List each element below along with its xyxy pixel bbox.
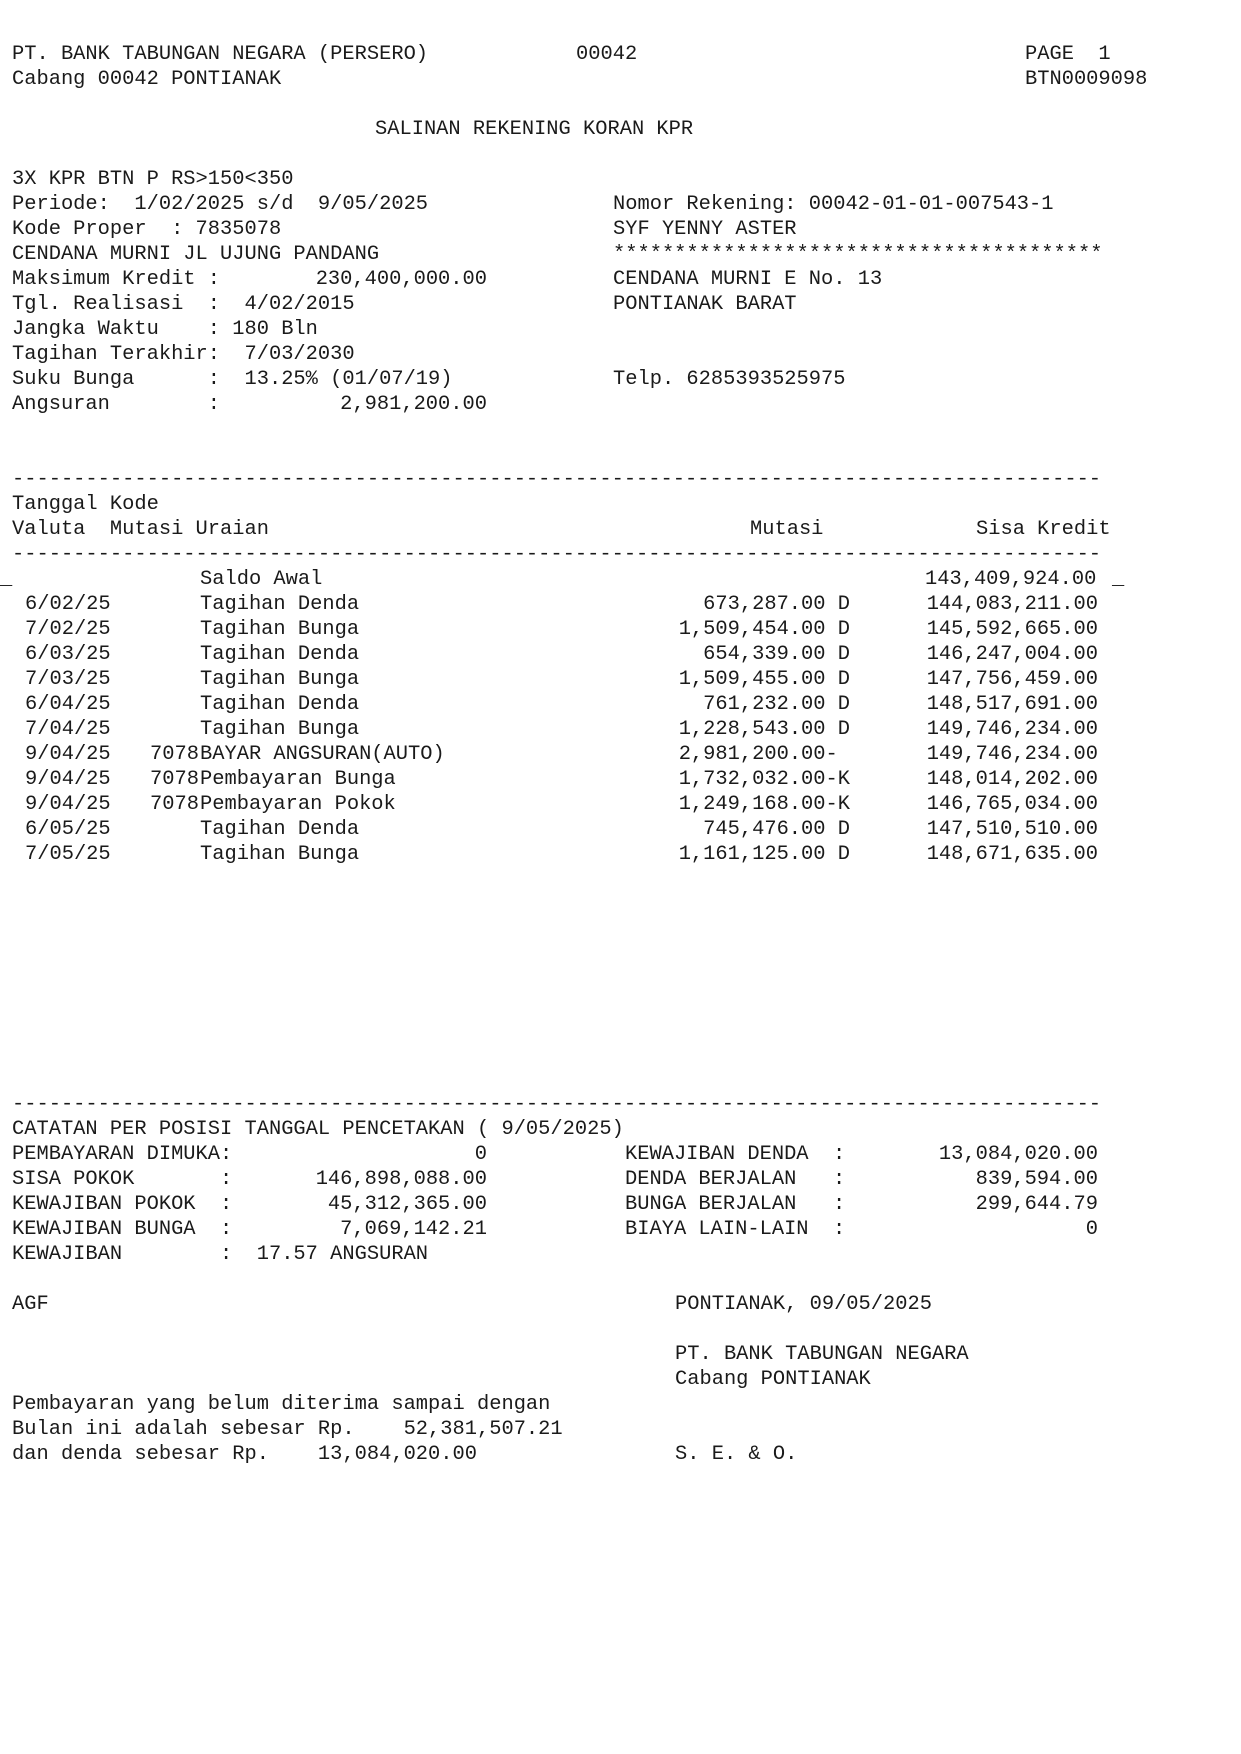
summary-value: 0 (1085, 1218, 1098, 1241)
tx-desc: Tagihan Denda (200, 693, 360, 716)
place-date: PONTIANAK, 09/05/2025 (675, 1293, 932, 1316)
summary-value: 45,312,365.00 (327, 1193, 487, 1216)
account-row (0, 167, 1241, 192)
tx-sisa: 146,765,034.00 (926, 793, 1098, 816)
branch-code: 00042 (576, 43, 638, 66)
tx-date: 6/02/25 (25, 593, 111, 616)
tx-mutasi: 1,509,454.00 D (678, 618, 850, 641)
tx-mutasi: 1,732,032.00-K (678, 768, 850, 791)
table-row (0, 717, 1241, 742)
periode: Periode: 1/02/2025 s/d 9/05/2025 (12, 193, 429, 216)
title-row (0, 117, 1241, 142)
footer-row (0, 1442, 1241, 1467)
tx-sisa: 145,592,665.00 (926, 618, 1098, 641)
kewajiban: KEWAJIBAN : 17.57 ANGSURAN (12, 1243, 429, 1266)
seo-note: S. E. & O. (675, 1443, 798, 1466)
tagihan-terakhir: Tagihan Terakhir: 7/03/2030 (12, 343, 355, 366)
tx-sisa: 146,247,004.00 (926, 643, 1098, 666)
customer-address-2: PONTIANAK BARAT (613, 293, 797, 316)
tx-date: 7/03/25 (25, 668, 111, 691)
tx-code: 7078 (150, 793, 199, 816)
tx-desc: Tagihan Denda (200, 643, 360, 666)
payment-note: dan denda sebesar Rp. 13,084,020.00 (12, 1443, 477, 1466)
summary-label: KEWAJIBAN BUNGA : (12, 1218, 233, 1241)
tx-sisa: 149,746,234.00 (926, 718, 1098, 741)
table-header-row (0, 517, 1241, 542)
summary-row (0, 1217, 1241, 1242)
tx-sisa: 147,756,459.00 (926, 668, 1098, 691)
summary-value: 839,594.00 (975, 1168, 1098, 1191)
tx-desc: Tagihan Denda (200, 593, 360, 616)
tx-mutasi: 654,339.00 D (703, 643, 850, 666)
footer-row (0, 1417, 1241, 1442)
opening-label: Saldo Awal (200, 568, 323, 591)
table-row (0, 842, 1241, 867)
catatan-heading: CATATAN PER POSISI TANGGAL PENCETAKAN ( 9/05/2025) (12, 1118, 624, 1141)
header-line-2 (0, 67, 1241, 92)
tx-mutasi: 673,287.00 D (703, 593, 850, 616)
page-number: PAGE 1 (1025, 43, 1111, 66)
telp: Telp. 6285393525975 (613, 368, 846, 391)
tx-date: 7/05/25 (25, 843, 111, 866)
tx-date: 6/04/25 (25, 693, 111, 716)
signer-branch: Cabang PONTIANAK (675, 1368, 871, 1391)
tx-date: 9/04/25 (25, 793, 111, 816)
tx-mutasi: 1,161,125.00 D (678, 843, 850, 866)
summary-row (0, 1142, 1241, 1167)
divider-line: ----------------------------------------------------------------------------------------- (12, 1093, 1102, 1116)
product-name: 3X KPR BTN P RS>150<350 (12, 168, 294, 191)
kode-proper: Kode Proper : 7835078 (12, 218, 282, 241)
account-row (0, 242, 1241, 267)
table-row (0, 767, 1241, 792)
tx-sisa: 148,014,202.00 (926, 768, 1098, 791)
summary-value: 146,898,088.00 (315, 1168, 487, 1191)
summary-row (0, 1117, 1241, 1142)
table-row (0, 792, 1241, 817)
tx-code: 7078 (150, 768, 199, 791)
summary-value: 13,084,020.00 (938, 1143, 1098, 1166)
document-code: BTN0009098 (1025, 68, 1148, 91)
maksimum-kredit-label: Maksimum Kredit : (12, 268, 221, 291)
account-row (0, 342, 1241, 367)
tx-sisa: 149,746,234.00 (926, 743, 1098, 766)
table-header-row (0, 492, 1241, 517)
column-header: Valuta Mutasi Uraian (12, 518, 269, 541)
stars-divider: **************************************** (613, 243, 1103, 266)
tx-desc: Tagihan Bunga (200, 618, 360, 641)
tx-mutasi: 745,476.00 D (703, 818, 850, 841)
summary-row (0, 1242, 1241, 1267)
tx-date: 7/02/25 (25, 618, 111, 641)
payment-note: Bulan ini adalah sebesar Rp. 52,381,507.21 (12, 1418, 563, 1441)
tx-desc: Pembayaran Bunga (200, 768, 396, 791)
footer-row (0, 1342, 1241, 1367)
account-row (0, 367, 1241, 392)
tx-mutasi: 761,232.00 D (703, 693, 850, 716)
divider (0, 1092, 1241, 1117)
tx-sisa: 144,083,211.00 (926, 593, 1098, 616)
tx-desc: Tagihan Bunga (200, 843, 360, 866)
suku-bunga: Suku Bunga : 13.25% (01/07/19) (12, 368, 453, 391)
table-row-opening (0, 567, 1241, 592)
summary-label: DENDA BERJALAN : (625, 1168, 846, 1191)
tx-date: 9/04/25 (25, 743, 111, 766)
tx-mutasi: 1,509,455.00 D (678, 668, 850, 691)
payment-note: Pembayaran yang belum diterima sampai dengan (12, 1393, 551, 1416)
account-row (0, 392, 1241, 417)
summary-row (0, 1192, 1241, 1217)
summary-label: SISA POKOK : (12, 1168, 233, 1191)
customer-address-1: CENDANA MURNI E No. 13 (613, 268, 883, 291)
footer-row (0, 1292, 1241, 1317)
customer-name: SYF YENNY ASTER (613, 218, 797, 241)
branch-name: Cabang 00042 PONTIANAK (12, 68, 282, 91)
table-row (0, 817, 1241, 842)
account-row (0, 292, 1241, 317)
tx-sisa: 148,517,691.00 (926, 693, 1098, 716)
table-row (0, 692, 1241, 717)
summary-label: BUNGA BERJALAN : (625, 1193, 846, 1216)
tx-sisa: 147,510,510.00 (926, 818, 1098, 841)
tx-mutasi: 1,249,168.00-K (678, 793, 850, 816)
tx-mutasi: 1,228,543.00 D (678, 718, 850, 741)
header-line-1 (0, 42, 1241, 67)
tgl-realisasi: Tgl. Realisasi : 4/02/2015 (12, 293, 355, 316)
table-row (0, 742, 1241, 767)
summary-row (0, 1167, 1241, 1192)
summary-value: 299,644.79 (975, 1193, 1098, 1216)
tx-mutasi: 2,981,200.00- (678, 743, 850, 766)
tx-desc: BAYAR ANGSURAN(AUTO) (200, 743, 445, 766)
account-row (0, 217, 1241, 242)
opening-balance: 143,409,924.00 (925, 568, 1097, 591)
angsuran-label: Angsuran : (12, 393, 221, 416)
maksimum-kredit-value: 230,400,000.00 (315, 268, 487, 291)
divider-line: ----------------------------------------------------------------------------------------- (12, 468, 1102, 491)
initials: AGF (12, 1293, 49, 1316)
account-row (0, 192, 1241, 217)
summary-label: KEWAJIBAN POKOK : (12, 1193, 233, 1216)
summary-value: 7,069,142.21 (340, 1218, 487, 1241)
nomor-rekening: Nomor Rekening: 00042-01-01-007543-1 (613, 193, 1054, 216)
footer-row (0, 1392, 1241, 1417)
property-address: CENDANA MURNI JL UJUNG PANDANG (12, 243, 380, 266)
margin-marker: _ (1112, 568, 1125, 591)
tx-desc: Tagihan Denda (200, 818, 360, 841)
tx-date: 7/04/25 (25, 718, 111, 741)
column-header-sisa: Sisa Kredit (976, 518, 1111, 541)
summary-label: BIAYA LAIN-LAIN : (625, 1218, 846, 1241)
tx-sisa: 148,671,635.00 (926, 843, 1098, 866)
divider-line: ----------------------------------------------------------------------------------------- (12, 543, 1102, 566)
summary-label: PEMBAYARAN DIMUKA: (12, 1143, 233, 1166)
tx-date: 9/04/25 (25, 768, 111, 791)
table-row (0, 592, 1241, 617)
margin-marker: _ (0, 568, 13, 591)
summary-value: 0 (474, 1143, 487, 1166)
column-header-mutasi: Mutasi (750, 518, 824, 541)
tx-date: 6/05/25 (25, 818, 111, 841)
account-row (0, 267, 1241, 292)
table-row (0, 642, 1241, 667)
summary-label: KEWAJIBAN DENDA : (625, 1143, 846, 1166)
bank-name: PT. BANK TABUNGAN NEGARA (PERSERO) (12, 43, 429, 66)
divider (0, 467, 1241, 492)
table-row (0, 617, 1241, 642)
footer-row (0, 1367, 1241, 1392)
jangka-waktu: Jangka Waktu : 180 Bln (12, 318, 318, 341)
page-title: SALINAN REKENING KORAN KPR (375, 118, 694, 141)
tx-desc: Pembayaran Pokok (200, 793, 396, 816)
angsuran-value: 2,981,200.00 (340, 393, 487, 416)
divider (0, 542, 1241, 567)
column-header: Tanggal Kode (12, 493, 159, 516)
table-row (0, 667, 1241, 692)
tx-desc: Tagihan Bunga (200, 718, 360, 741)
signer-bank: PT. BANK TABUNGAN NEGARA (675, 1343, 969, 1366)
tx-date: 6/03/25 (25, 643, 111, 666)
tx-desc: Tagihan Bunga (200, 668, 360, 691)
account-row (0, 317, 1241, 342)
tx-code: 7078 (150, 743, 199, 766)
